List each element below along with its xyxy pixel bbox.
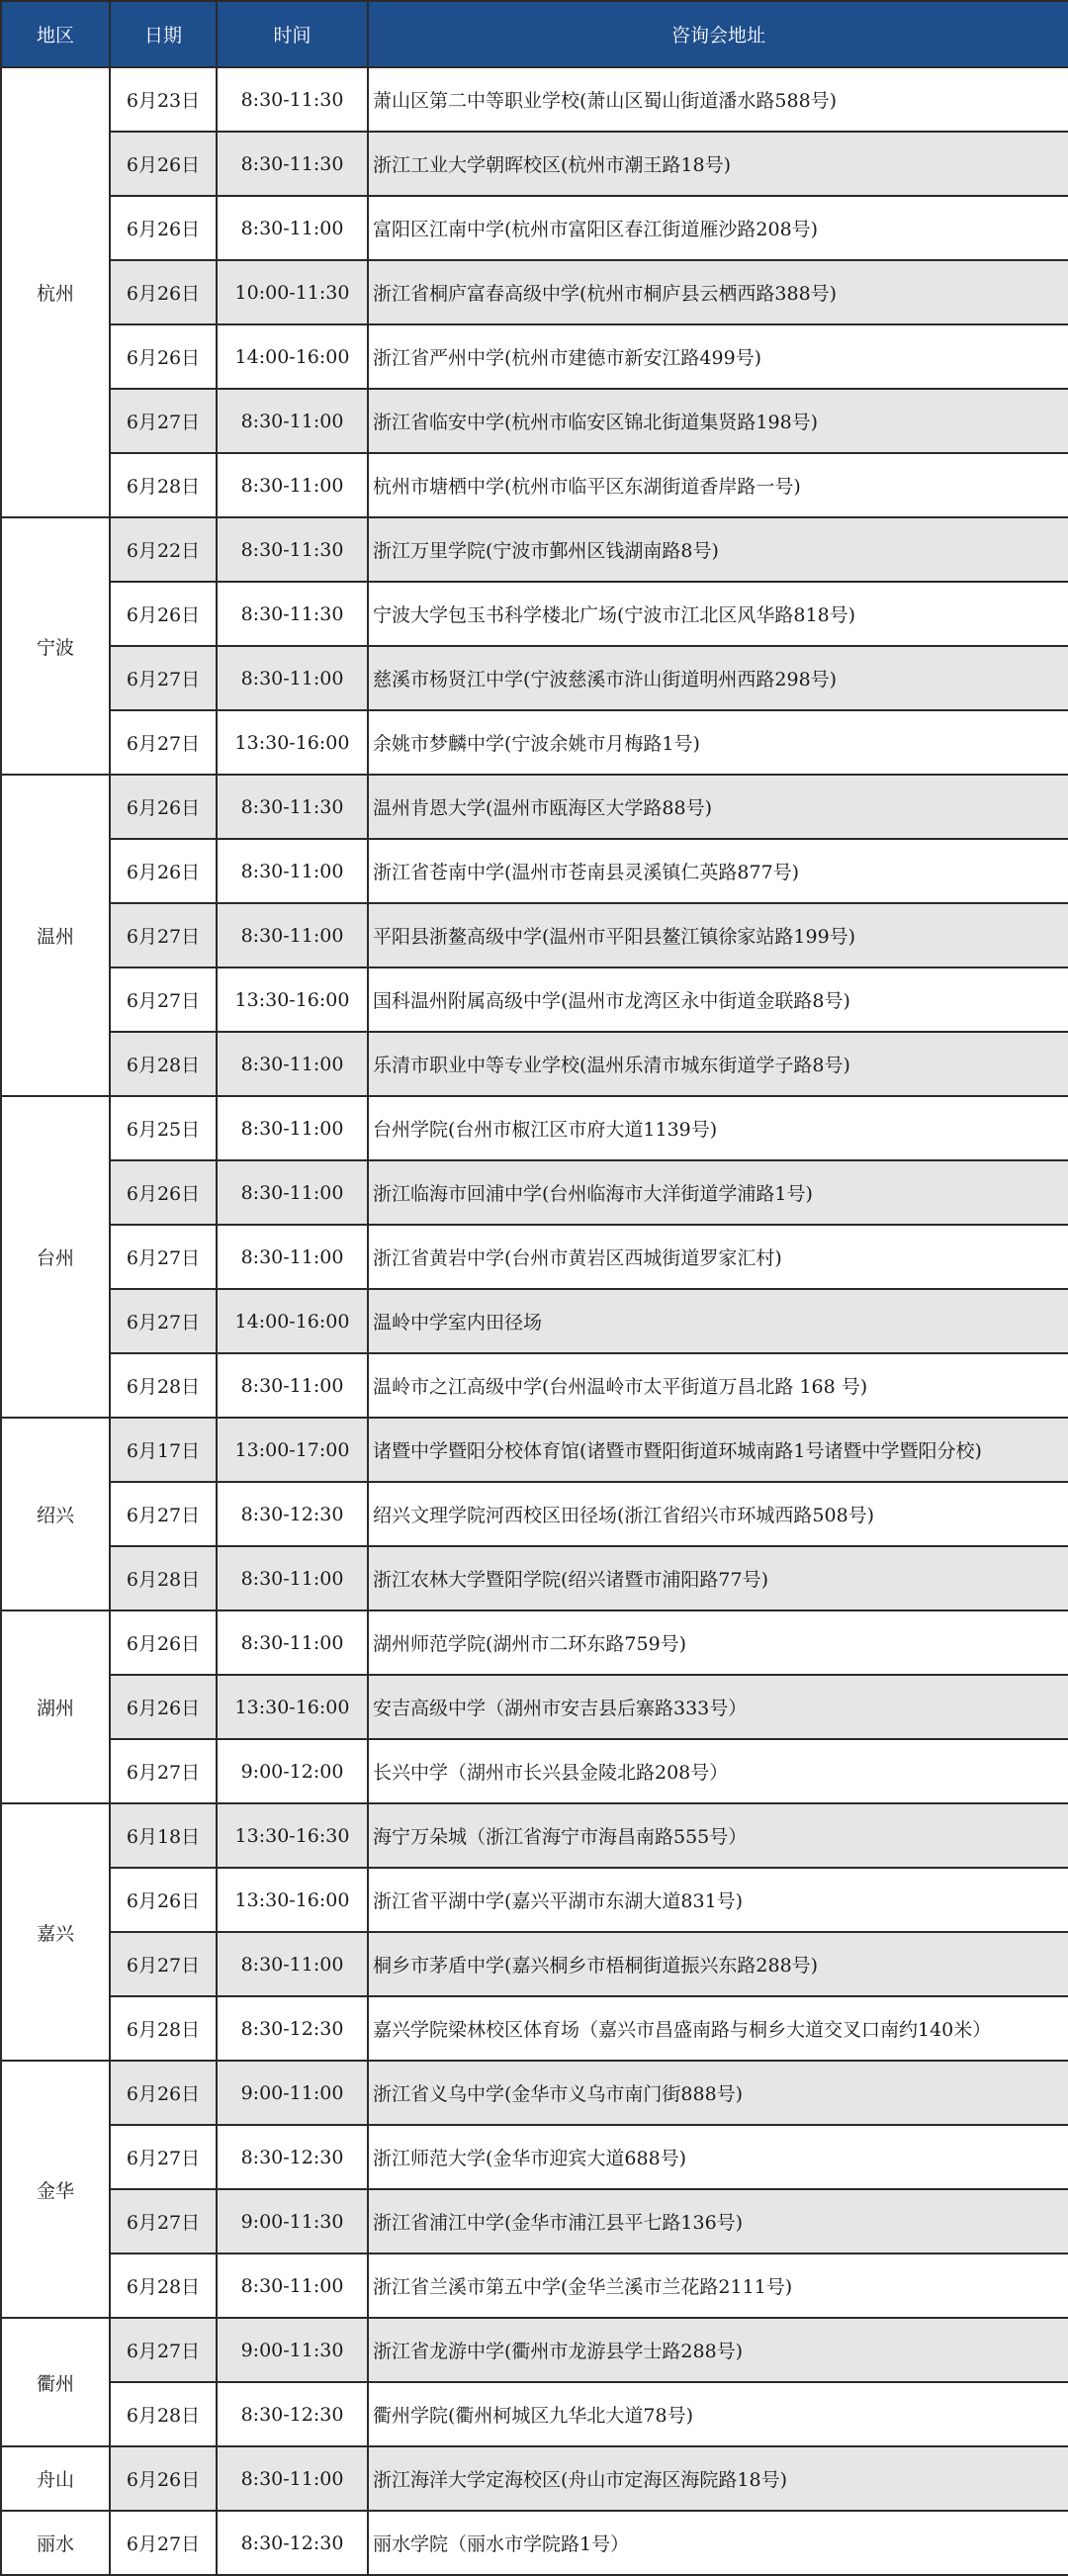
address-cell: 浙江省严州中学(杭州市建德市新安江路499号) bbox=[368, 324, 1068, 389]
time-cell: 13:30-16:30 bbox=[217, 1803, 368, 1868]
date-cell: 6月25日 bbox=[110, 1096, 217, 1160]
time-cell: 8:30-11:00 bbox=[217, 1546, 368, 1610]
date-cell: 6月27日 bbox=[110, 1225, 217, 1289]
address-cell: 浙江省临安中学(杭州市临安区锦北街道集贤路198号) bbox=[368, 389, 1068, 453]
date-cell: 6月26日 bbox=[110, 196, 217, 260]
table-header-row bbox=[1, 1, 1068, 67]
time-cell: 9:00-11:30 bbox=[217, 2318, 368, 2382]
date-cell: 6月26日 bbox=[110, 839, 217, 903]
table-row bbox=[1, 582, 1068, 646]
time-cell: 8:30-11:00 bbox=[217, 1610, 368, 1675]
date-cell: 6月28日 bbox=[110, 2254, 217, 2318]
region-cell: 湖州 bbox=[1, 1610, 110, 1803]
table-row bbox=[1, 1739, 1068, 1803]
time-cell: 8:30-12:30 bbox=[217, 2511, 368, 2575]
time-cell: 8:30-12:30 bbox=[217, 1482, 368, 1546]
address-cell: 浙江省义乌中学(金华市义乌市南门街888号) bbox=[368, 2061, 1068, 2125]
region-cell: 杭州 bbox=[1, 67, 110, 517]
time-cell: 8:30-12:30 bbox=[217, 2382, 368, 2446]
table-row bbox=[1, 1353, 1068, 1418]
time-cell: 14:00-16:00 bbox=[217, 1289, 368, 1353]
address-cell: 浙江省平湖中学(嘉兴平湖市东湖大道831号) bbox=[368, 1868, 1068, 1932]
address-cell: 台州学院(台州市椒江区市府大道1139号) bbox=[368, 1096, 1068, 1160]
region-cell: 金华 bbox=[1, 2061, 110, 2318]
address-cell: 湖州师范学院(湖州市二环东路759号) bbox=[368, 1610, 1068, 1675]
time-cell: 8:30-12:30 bbox=[217, 2125, 368, 2189]
table-row bbox=[1, 1610, 1068, 1675]
address-cell: 浙江工业大学朝晖校区(杭州市潮王路18号) bbox=[368, 132, 1068, 196]
address-cell: 宁波大学包玉书科学楼北广场(宁波市江北区风华路818号) bbox=[368, 582, 1068, 646]
time-cell: 8:30-11:00 bbox=[217, 2446, 368, 2511]
region-cell: 宁波 bbox=[1, 517, 110, 775]
address-cell: 海宁万朵城（浙江省海宁市海昌南路555号） bbox=[368, 1803, 1068, 1868]
date-cell: 6月27日 bbox=[110, 710, 217, 775]
address-cell: 嘉兴学院梁林校区体育场（嘉兴市昌盛南路与桐乡大道交叉口南约140米） bbox=[368, 1996, 1068, 2061]
date-cell: 6月26日 bbox=[110, 1675, 217, 1739]
date-cell: 6月27日 bbox=[110, 1739, 217, 1803]
address-cell: 桐乡市茅盾中学(嘉兴桐乡市梧桐街道振兴东路288号) bbox=[368, 1932, 1068, 1996]
address-cell: 萧山区第二中等职业学校(萧山区蜀山街道潘水路588号) bbox=[368, 67, 1068, 132]
region-cell: 舟山 bbox=[1, 2446, 110, 2511]
table-row bbox=[1, 1675, 1068, 1739]
time-cell: 8:30-11:00 bbox=[217, 1096, 368, 1160]
region-cell: 绍兴 bbox=[1, 1418, 110, 1610]
address-cell: 诸暨中学暨阳分校体育馆(诸暨市暨阳街道环城南路1号诸暨中学暨阳分校) bbox=[368, 1418, 1068, 1482]
address-cell: 浙江省桐庐富春高级中学(杭州市桐庐县云栖西路388号) bbox=[368, 260, 1068, 324]
header-address: 咨询会地址 bbox=[368, 1, 1068, 67]
time-cell: 8:30-11:00 bbox=[217, 1225, 368, 1289]
table-row bbox=[1, 2125, 1068, 2189]
date-cell: 6月28日 bbox=[110, 453, 217, 517]
table-row bbox=[1, 260, 1068, 324]
time-cell: 8:30-11:00 bbox=[217, 646, 368, 710]
time-cell: 10:00-11:30 bbox=[217, 260, 368, 324]
address-cell: 浙江省苍南中学(温州市苍南县灵溪镇仁英路877号) bbox=[368, 839, 1068, 903]
table-row bbox=[1, 1032, 1068, 1096]
date-cell: 6月27日 bbox=[110, 1932, 217, 1996]
time-cell: 8:30-11:30 bbox=[217, 517, 368, 582]
table-row bbox=[1, 1932, 1068, 1996]
address-cell: 浙江临海市回浦中学(台州临海市大洋街道学浦路1号) bbox=[368, 1160, 1068, 1225]
time-cell: 8:30-11:00 bbox=[217, 196, 368, 260]
address-cell: 乐清市职业中等专业学校(温州乐清市城东街道学子路8号) bbox=[368, 1032, 1068, 1096]
address-cell: 余姚市梦麟中学(宁波余姚市月梅路1号) bbox=[368, 710, 1068, 775]
table-row bbox=[1, 1868, 1068, 1932]
address-cell: 绍兴文理学院河西校区田径场(浙江省绍兴市环城西路508号) bbox=[368, 1482, 1068, 1546]
table-row bbox=[1, 1418, 1068, 1482]
region-cell: 台州 bbox=[1, 1096, 110, 1418]
date-cell: 6月23日 bbox=[110, 67, 217, 132]
time-cell: 13:30-16:00 bbox=[217, 1868, 368, 1932]
date-cell: 6月26日 bbox=[110, 2061, 217, 2125]
table-row bbox=[1, 1096, 1068, 1160]
table-body bbox=[1, 67, 1068, 2575]
time-cell: 8:30-11:00 bbox=[217, 1353, 368, 1418]
table-row bbox=[1, 132, 1068, 196]
time-cell: 13:30-16:00 bbox=[217, 967, 368, 1032]
time-cell: 8:30-11:00 bbox=[217, 839, 368, 903]
time-cell: 8:30-11:30 bbox=[217, 582, 368, 646]
table-row bbox=[1, 2382, 1068, 2446]
address-cell: 浙江省兰溪市第五中学(金华兰溪市兰花路2111号) bbox=[368, 2254, 1068, 2318]
time-cell: 9:00-11:30 bbox=[217, 2189, 368, 2254]
table-row bbox=[1, 196, 1068, 260]
date-cell: 6月26日 bbox=[110, 1868, 217, 1932]
date-cell: 6月27日 bbox=[110, 2125, 217, 2189]
table-row bbox=[1, 1546, 1068, 1610]
table-row bbox=[1, 2254, 1068, 2318]
table-row bbox=[1, 389, 1068, 453]
time-cell: 9:00-12:00 bbox=[217, 1739, 368, 1803]
time-cell: 8:30-11:30 bbox=[217, 132, 368, 196]
date-cell: 6月26日 bbox=[110, 132, 217, 196]
address-cell: 浙江海洋大学定海校区(舟山市定海区海院路18号) bbox=[368, 2446, 1068, 2511]
table-row bbox=[1, 453, 1068, 517]
date-cell: 6月27日 bbox=[110, 2318, 217, 2382]
time-cell: 9:00-11:00 bbox=[217, 2061, 368, 2125]
address-cell: 富阳区江南中学(杭州市富阳区春江街道雁沙路208号) bbox=[368, 196, 1068, 260]
address-cell: 温岭市之江高级中学(台州温岭市太平街道万昌北路 168 号) bbox=[368, 1353, 1068, 1418]
date-cell: 6月26日 bbox=[110, 582, 217, 646]
date-cell: 6月28日 bbox=[110, 2382, 217, 2446]
address-cell: 衢州学院(衢州柯城区九华北大道78号) bbox=[368, 2382, 1068, 2446]
table-row bbox=[1, 839, 1068, 903]
time-cell: 8:30-12:30 bbox=[217, 1996, 368, 2061]
region-cell: 衢州 bbox=[1, 2318, 110, 2446]
date-cell: 6月27日 bbox=[110, 967, 217, 1032]
region-cell: 嘉兴 bbox=[1, 1803, 110, 2061]
time-cell: 13:30-16:00 bbox=[217, 1675, 368, 1739]
time-cell: 8:30-11:00 bbox=[217, 1160, 368, 1225]
date-cell: 6月28日 bbox=[110, 1546, 217, 1610]
table-row bbox=[1, 2511, 1068, 2575]
table-row bbox=[1, 1289, 1068, 1353]
date-cell: 6月27日 bbox=[110, 2189, 217, 2254]
table-row bbox=[1, 324, 1068, 389]
region-cell: 温州 bbox=[1, 775, 110, 1096]
time-cell: 13:00-17:00 bbox=[217, 1418, 368, 1482]
table-row bbox=[1, 1225, 1068, 1289]
address-cell: 安吉高级中学（湖州市安吉县后寨路333号） bbox=[368, 1675, 1068, 1739]
time-cell: 14:00-16:00 bbox=[217, 324, 368, 389]
date-cell: 6月26日 bbox=[110, 2446, 217, 2511]
address-cell: 国科温州附属高级中学(温州市龙湾区永中街道金联路8号) bbox=[368, 967, 1068, 1032]
region-cell: 丽水 bbox=[1, 2511, 110, 2575]
table-row bbox=[1, 903, 1068, 967]
table-row bbox=[1, 517, 1068, 582]
table-row bbox=[1, 67, 1068, 132]
date-cell: 6月27日 bbox=[110, 1482, 217, 1546]
time-cell: 8:30-11:00 bbox=[217, 903, 368, 967]
header-time: 时间 bbox=[217, 1, 368, 67]
address-cell: 丽水学院（丽水市学院路1号） bbox=[368, 2511, 1068, 2575]
address-cell: 浙江省黄岩中学(台州市黄岩区西城街道罗家汇村) bbox=[368, 1225, 1068, 1289]
time-cell: 8:30-11:30 bbox=[217, 67, 368, 132]
table-row bbox=[1, 1482, 1068, 1546]
table-row bbox=[1, 2189, 1068, 2254]
date-cell: 6月26日 bbox=[110, 1160, 217, 1225]
address-cell: 浙江农林大学暨阳学院(绍兴诸暨市浦阳路77号) bbox=[368, 1546, 1068, 1610]
time-cell: 8:30-11:00 bbox=[217, 1932, 368, 1996]
address-cell: 浙江省浦江中学(金华市浦江县平七路136号) bbox=[368, 2189, 1068, 2254]
date-cell: 6月28日 bbox=[110, 1032, 217, 1096]
address-cell: 浙江万里学院(宁波市鄞州区钱湖南路8号) bbox=[368, 517, 1068, 582]
date-cell: 6月27日 bbox=[110, 646, 217, 710]
address-cell: 浙江省龙游中学(衢州市龙游县学士路288号) bbox=[368, 2318, 1068, 2382]
table-row bbox=[1, 2446, 1068, 2511]
table-row bbox=[1, 2061, 1068, 2125]
time-cell: 8:30-11:00 bbox=[217, 389, 368, 453]
address-cell: 慈溪市杨贤江中学(宁波慈溪市浒山街道明州西路298号) bbox=[368, 646, 1068, 710]
date-cell: 6月28日 bbox=[110, 1353, 217, 1418]
table-row bbox=[1, 2318, 1068, 2382]
table-row bbox=[1, 1160, 1068, 1225]
table-row bbox=[1, 775, 1068, 839]
date-cell: 6月22日 bbox=[110, 517, 217, 582]
date-cell: 6月28日 bbox=[110, 1996, 217, 2061]
header-region: 地区 bbox=[1, 1, 110, 67]
date-cell: 6月26日 bbox=[110, 1610, 217, 1675]
date-cell: 6月17日 bbox=[110, 1418, 217, 1482]
table-row bbox=[1, 710, 1068, 775]
date-cell: 6月27日 bbox=[110, 2511, 217, 2575]
table-row bbox=[1, 1996, 1068, 2061]
date-cell: 6月26日 bbox=[110, 775, 217, 839]
time-cell: 8:30-11:00 bbox=[217, 453, 368, 517]
time-cell: 8:30-11:30 bbox=[217, 775, 368, 839]
header-date: 日期 bbox=[110, 1, 217, 67]
table-row bbox=[1, 646, 1068, 710]
address-cell: 温州肯恩大学(温州市瓯海区大学路88号) bbox=[368, 775, 1068, 839]
time-cell: 8:30-11:00 bbox=[217, 2254, 368, 2318]
address-cell: 浙江师范大学(金华市迎宾大道688号) bbox=[368, 2125, 1068, 2189]
address-cell: 长兴中学（湖州市长兴县金陵北路208号） bbox=[368, 1739, 1068, 1803]
date-cell: 6月26日 bbox=[110, 324, 217, 389]
time-cell: 13:30-16:00 bbox=[217, 710, 368, 775]
time-cell: 8:30-11:00 bbox=[217, 1032, 368, 1096]
date-cell: 6月27日 bbox=[110, 1289, 217, 1353]
date-cell: 6月26日 bbox=[110, 260, 217, 324]
date-cell: 6月27日 bbox=[110, 903, 217, 967]
table-row bbox=[1, 1803, 1068, 1868]
address-cell: 温岭中学室内田径场 bbox=[368, 1289, 1068, 1353]
address-cell: 杭州市塘栖中学(杭州市临平区东湖街道香岸路一号) bbox=[368, 453, 1068, 517]
table-row bbox=[1, 967, 1068, 1032]
address-cell: 平阳县浙鳌高级中学(温州市平阳县鳌江镇徐家站路199号) bbox=[368, 903, 1068, 967]
date-cell: 6月18日 bbox=[110, 1803, 217, 1868]
date-cell: 6月27日 bbox=[110, 389, 217, 453]
